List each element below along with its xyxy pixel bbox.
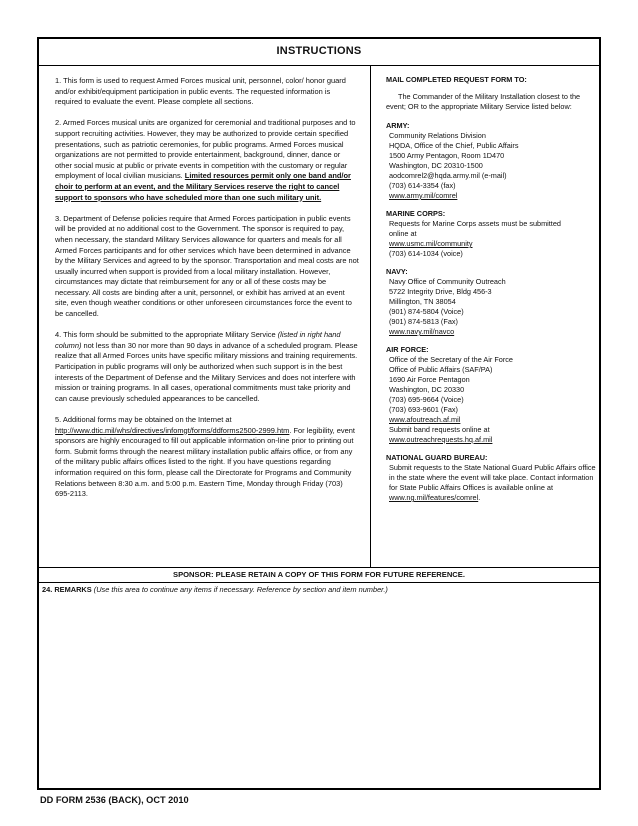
navy-line: Millington, TN 38054: [389, 297, 456, 306]
marines-heading: MARINE CORPS:: [386, 209, 446, 218]
army-link[interactable]: www.army.mil/comrel: [389, 191, 458, 200]
army-line: Washington, DC 20310-1500: [389, 161, 483, 170]
mail-text: The Commander of the Military Installation closest to the event; OR to the appropriate Military Service listed below:: [386, 92, 581, 111]
guard-heading: NATIONAL GUARD BUREAU:: [386, 453, 488, 462]
instructions-column: [55, 76, 359, 510]
instruction-5-rest: . For legibility, event sponsors are highly encouraged to fill out applicable information on-line prior to printing out form. Submit forms through the nearest military installation public affairs office, or from any of the military public affairs offices listed to the right. If you have questions regarding information required on this form, please call the Directorate for Programs and Community Relations between 8:30 a.m. and 5:00 p.m. Eastern Time, Monday through Friday (703) 695-2113.: [55, 425, 355, 499]
instruction-4-text: 4. This form should be submitted to the appropriate Military Service: [55, 330, 278, 340]
instruction-4-rest: not less than 30 nor more than 90 days in advance of a scheduled program. Please realize that all Armed Forces units have specific military missions and training requirements. Participation in public programs will only be authorized when such support is in the best interests of the Department of Defense and the Military Services and does not interfere with mission or training programs. In all cases, operational commitments must take priority and can cause previously scheduled appearances to be cancelled.: [55, 340, 358, 403]
instruction-2: [55, 118, 359, 203]
marines-link[interactable]: www.usmc.mil/community: [389, 239, 473, 248]
navy-fax: (901) 874-5813 (Fax): [389, 317, 458, 326]
mail-heading: MAIL COMPLETED REQUEST FORM TO:: [386, 75, 527, 84]
forms-link[interactable]: http://www.dtic.mil/whs/directives/infomgt/forms/ddforms2500-2999.htm: [55, 425, 290, 435]
form-page: [37, 37, 601, 790]
army-line: HQDA, Office of the Chief, Public Affairs: [389, 141, 519, 150]
instruction-5-text: 5. Additional forms may be obtained on the Internet at: [55, 415, 232, 424]
airforce-voice: (703) 695-9664 (Voice): [389, 395, 464, 404]
guard-text-block: [389, 463, 598, 503]
army-heading: ARMY:: [386, 121, 410, 130]
airforce-section: [386, 345, 598, 445]
column-divider: [370, 66, 371, 567]
army-email: aodcomrel2@hqda.army.mil (e-mail): [389, 171, 507, 180]
airforce-line: Washington, DC 20330: [389, 385, 465, 394]
mail-section: [386, 75, 598, 112]
navy-address: [389, 277, 598, 337]
navy-section: [386, 267, 598, 337]
remarks-divider: [39, 582, 599, 583]
marines-line: online at: [389, 229, 417, 238]
navy-link[interactable]: www.navy.mil/navco: [389, 327, 455, 336]
page-title: INSTRUCTIONS: [276, 45, 362, 57]
instruction-3: 3. Department of Defense policies require that Armed Forces participation in public events will be provided at no additional cost to the Government. The sponsor is required to pay, when necessary, the standard Military Services allowance for quarters and meals for all Armed Forces participants and for other services which have been determined in advance by the Military Services and agreed to by the sponsor. Transportation and meal costs are not usually incurred when support is provided from a local military installation. However, circumstances may dictate that reimbursement for any or all of these costs may be necessary. All costs are binding after a unit, personnel, or exhibit has arrived at an event site, even though weather conditions or other unforeseen circumstances force the event to be cancelled.: [55, 213, 359, 319]
navy-line: Navy Office of Community Outreach: [389, 277, 506, 286]
airforce-line: Submit band requests online at: [389, 425, 490, 434]
instruction-4: [55, 330, 359, 404]
form-number: DD FORM 2536 (BACK), OCT 2010: [40, 795, 189, 805]
airforce-line: Office of the Secretary of the Air Force: [389, 355, 513, 364]
airforce-fax: (703) 693-9601 (Fax): [389, 405, 458, 414]
airforce-line: 1690 Air Force Pentagon: [389, 375, 470, 384]
mailing-column: [386, 75, 598, 509]
title-divider: [39, 65, 599, 66]
remarks-field[interactable]: [42, 585, 388, 594]
guard-text: Submit requests to the State National Guard Public Affairs office in the state where the event will take place. Contact information for State Public Affairs Offices is available online at: [389, 463, 596, 492]
instruction-1: 1. This form is used to request Armed Forces musical unit, personnel, color/ honor guard and/or exhibit/equipment participation in public events. The requested information is required to evaluate the event. Please complete all sections.: [55, 76, 346, 107]
airforce-link[interactable]: www.afoutreach.af.mil: [389, 415, 461, 424]
airforce-band-link[interactable]: www.outreachrequests.hq.af.mil: [389, 435, 493, 444]
marines-section: [386, 209, 598, 259]
marines-voice: (703) 614-1034 (voice): [389, 249, 463, 258]
army-address: [389, 131, 598, 201]
army-line: 1500 Army Pentagon, Room 1D470: [389, 151, 505, 160]
marines-line: Requests for Marine Corps assets must be submitted: [389, 219, 561, 228]
airforce-address: [389, 355, 598, 445]
sponsor-divider: [39, 567, 599, 568]
instruction-4-italic: (listed in right hand column): [55, 330, 341, 350]
navy-line: 5722 Integrity Drive, Bldg 456-3: [389, 287, 492, 296]
instruction-2-text: 2. Armed Forces musical units are organized for ceremonial and traditional purposes and to support recruiting activities. However, they may be authorized to provide certain specified presentations, such as patriotic ceremonies, for public programs. Armed Forces musical organizations are not permitted to provide entertainment, background, dinner, dance or other social music at public or private events in competition with the customary or regular employment of local civilian musicians.: [55, 118, 356, 181]
guard-tail: .: [478, 493, 481, 502]
navy-heading: NAVY:: [386, 267, 408, 276]
guard-link[interactable]: www.ng.mil/features/comrel: [389, 493, 479, 502]
sponsor-note: SPONSOR: PLEASE RETAIN A COPY OF THIS FORM FOR FUTURE REFERENCE.: [173, 570, 465, 579]
instruction-2-emphasis: Limited resources permit only one band and/or choir to perform at an event, and the Military Services reserve the right to cancel support to sponsors who have scheduled more than one such military unit.: [55, 171, 351, 202]
airforce-heading: AIR FORCE:: [386, 345, 429, 354]
marines-address: [389, 219, 598, 259]
army-line: Community Relations Division: [389, 131, 486, 140]
remarks-hint: (Use this area to continue any items if necessary. Reference by section and item number.): [91, 585, 388, 594]
instruction-5: [55, 415, 359, 500]
navy-voice: (901) 874-5804 (Voice): [389, 307, 464, 316]
army-fax: (703) 614-3354 (fax): [389, 181, 456, 190]
guard-section: [386, 453, 598, 503]
army-section: [386, 121, 598, 201]
remarks-label: 24. REMARKS: [42, 585, 92, 594]
airforce-line: Office of Public Affairs (SAF/PA): [389, 365, 493, 374]
